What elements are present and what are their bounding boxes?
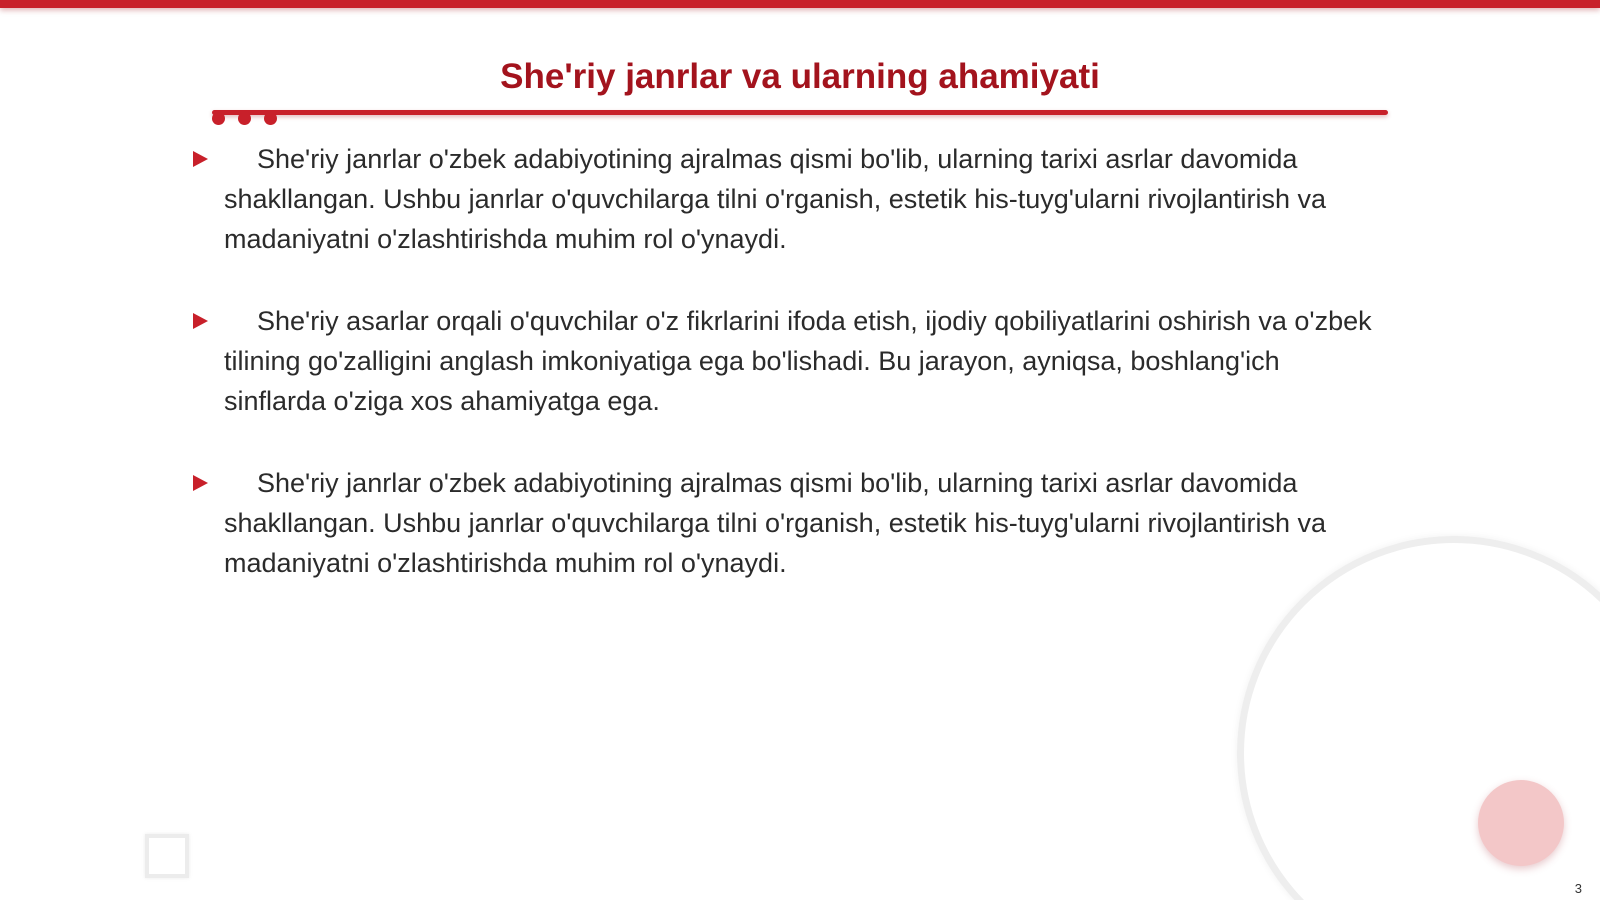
underline-dot [238,112,251,125]
bullet-text: She'riy janrlar o'zbek adabiyotining ajralmas qismi bo'lib, ularning tarixi asrlar davomida shakllangan. Ushbu janrlar o'quvchilarga tilni o'rganish, estetik his-tuyg'ularni rivojlantirish va madaniyatni o'zlashtirishda muhim rol o'ynaydi. [224,468,1327,578]
bullet-item [224,139,1374,259]
slide-title: She'riy janrlar va ularning ahamiyati [500,57,1100,96]
page-number: 3 [1574,881,1582,896]
bullet-list [224,139,1374,625]
bullet-text: She'riy asarlar orqali o'quvchilar o'z fikrlarini ifoda etish, ijodiy qobiliyatlarini oshirish va o'zbek tilining go'zalligini anglash imkoniyatiga ega bo'lishadi. Bu jarayon, ayniqsa, boshlang'ich sinflarda o'ziga xos ahamiyatga ega. [224,306,1372,416]
underline-dot [264,112,277,125]
bullet-item [224,301,1374,421]
decorative-square [145,834,189,878]
triangle-bullet-icon [191,463,215,503]
bullet-text: She'riy janrlar o'zbek adabiyotining ajralmas qismi bo'lib, ularning tarixi asrlar davomida shakllangan. Ushbu janrlar o'quvchilarga tilni o'rganish, estetik his-tuyg'ularni rivojlantirish va madaniyatni o'zlashtirishda muhim rol o'ynaydi. [224,144,1327,254]
title-underline [212,110,1388,115]
decorative-pink-circle [1478,780,1564,866]
underline-dot [212,112,225,125]
bullet-item [224,463,1374,583]
triangle-bullet-icon [191,301,215,341]
top-accent-bar [0,0,1600,8]
triangle-bullet-icon [191,139,215,179]
